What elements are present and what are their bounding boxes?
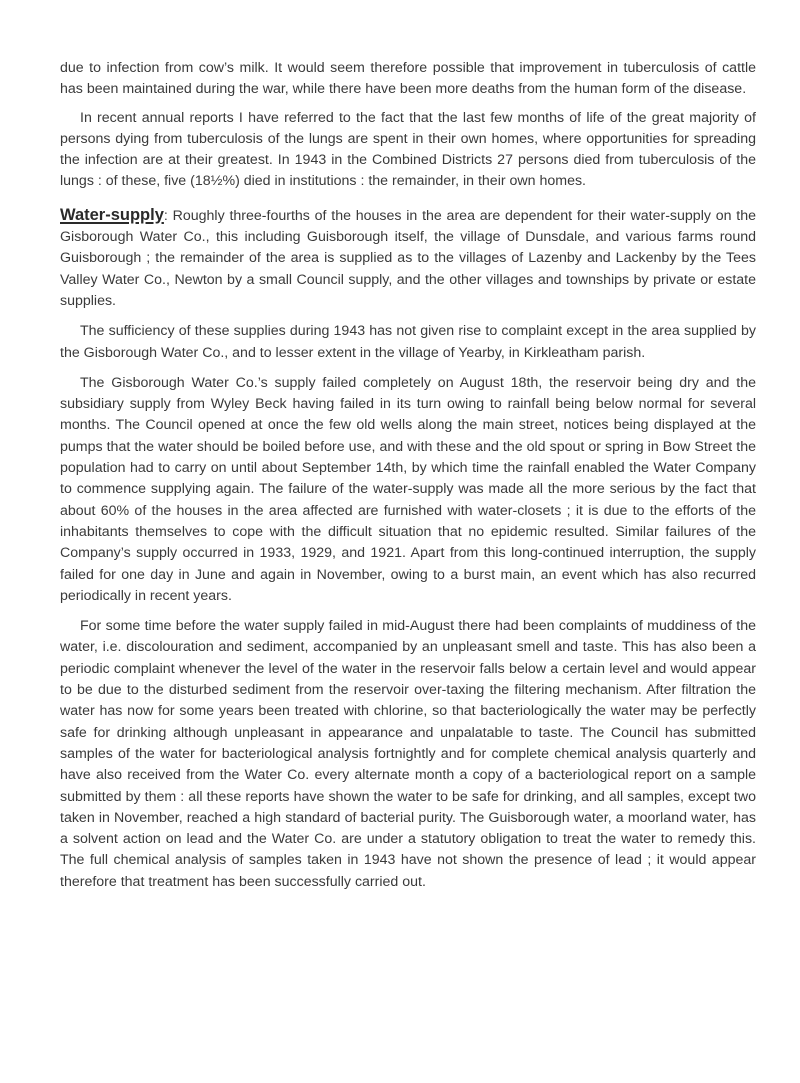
paragraph-water-supply-intro xyxy=(60,205,756,312)
paragraph-water-quality: For some time before the water supply failed in mid-August there had been complaints of muddiness of the water, i.e. discolouration and sediment, accompanied by an unpleasant smell and taste. This has also been a periodic complaint whenever the level of the water in the reservoir falls below a certain level and would appear to be due to the disturbed sediment from the reservoir over-taxing the filtering mechanism. After filtration the water has now for some years been treated with chlorine, so that bacteriologically the water may be perfectly safe for drinking although unpleasant in appearance and unpalatable to taste. The Council has submitted samples of the water for bacteriological analysis fortnightly and for complete chemical analysis quarterly and have also received from the Water Co. every alternate month a copy of a bacteriological report on a sample submitted by them : all these reports have shown the water to be safe for drinking, and all samples, except two taken in November, reached a high standard of bacterial purity. The Guisborough water, a moorland water, has a solvent action on lead and the Water Co. are under a statutory obligation to treat the water to remedy this. The full chemical analysis of samples taken in 1943 have not shown the presence of lead ; it would appear therefore that treatment has been successfully carried out. xyxy=(60,618,756,890)
paragraph-tuberculosis-milk: due to infection from cow’s milk. It would seem therefore possible that improvement in tuberculosis of cattle has been maintained during the war, while there have been more deaths from the human form of the disease. xyxy=(60,60,756,98)
paragraph-tuberculosis-homes: In recent annual reports I have referred to the fact that the last few months of life of the great majority of persons dying from tuberculosis of the lungs are spent in their own homes, where opportunities for spreading the infection are at their greatest. In 1943 in the Combined Districts 27 persons died from tuberculosis of the lungs : of these, five (18½%) died in institutions : the remainder, in their own homes. xyxy=(60,109,756,190)
paragraph-sufficiency: The sufficiency of these supplies during 1943 has not given rise to complaint except in the area supplied by the Gisborough Water Co., and to lesser extent in the village of Yearby, in Kirkleatham parish. xyxy=(60,323,756,361)
paragraph-supply-failure: The Gisborough Water Co.’s supply failed completely on August 18th, the reservoir being dry and the subsidiary supply from Wyley Beck having failed in its turn owing to rainfall being below normal for several months. The Council opened at once the few old wells along the main street, notices being displayed at the pumps that the water should be boiled before use, and with these and the old spout or spring in Bow Street the population had to carry on until about September 14th, by which time the rainfall enabled the Water Company to commence supplying again. The failure of the water-supply was made all the more serious by the fact that about 60% of the houses in the area affected are furnished with water-closets ; it is due to the efforts of the inhabitants themselves to cope with the difficult situation that no epidemic resulted. Similar failures of the Company’s supply occurred in 1933, 1929, and 1921. Apart from this long-continued interruption, the supply failed for one day in June and again in November, owing to a burst main, an event which has also recurred periodically in recent years. xyxy=(60,374,756,604)
section-heading-water-supply: Water-supply xyxy=(60,205,164,224)
section-heading-colon: : xyxy=(163,207,168,224)
document-page xyxy=(60,58,756,893)
paragraph-water-supply-text: Roughly three-fourths of the houses in the area are dependent for their water-supply on the Gisborough Water Co., this including Guisborough itself, the village of Dunsdale, and various farms round Guisborough ; the remainder of the area is supplied as to the villages of Lazenby and Lackenby by the Tees Valley Water Co., Newton by a small Council supply, and the other villages and townships by private or estate supplies. xyxy=(60,207,756,309)
